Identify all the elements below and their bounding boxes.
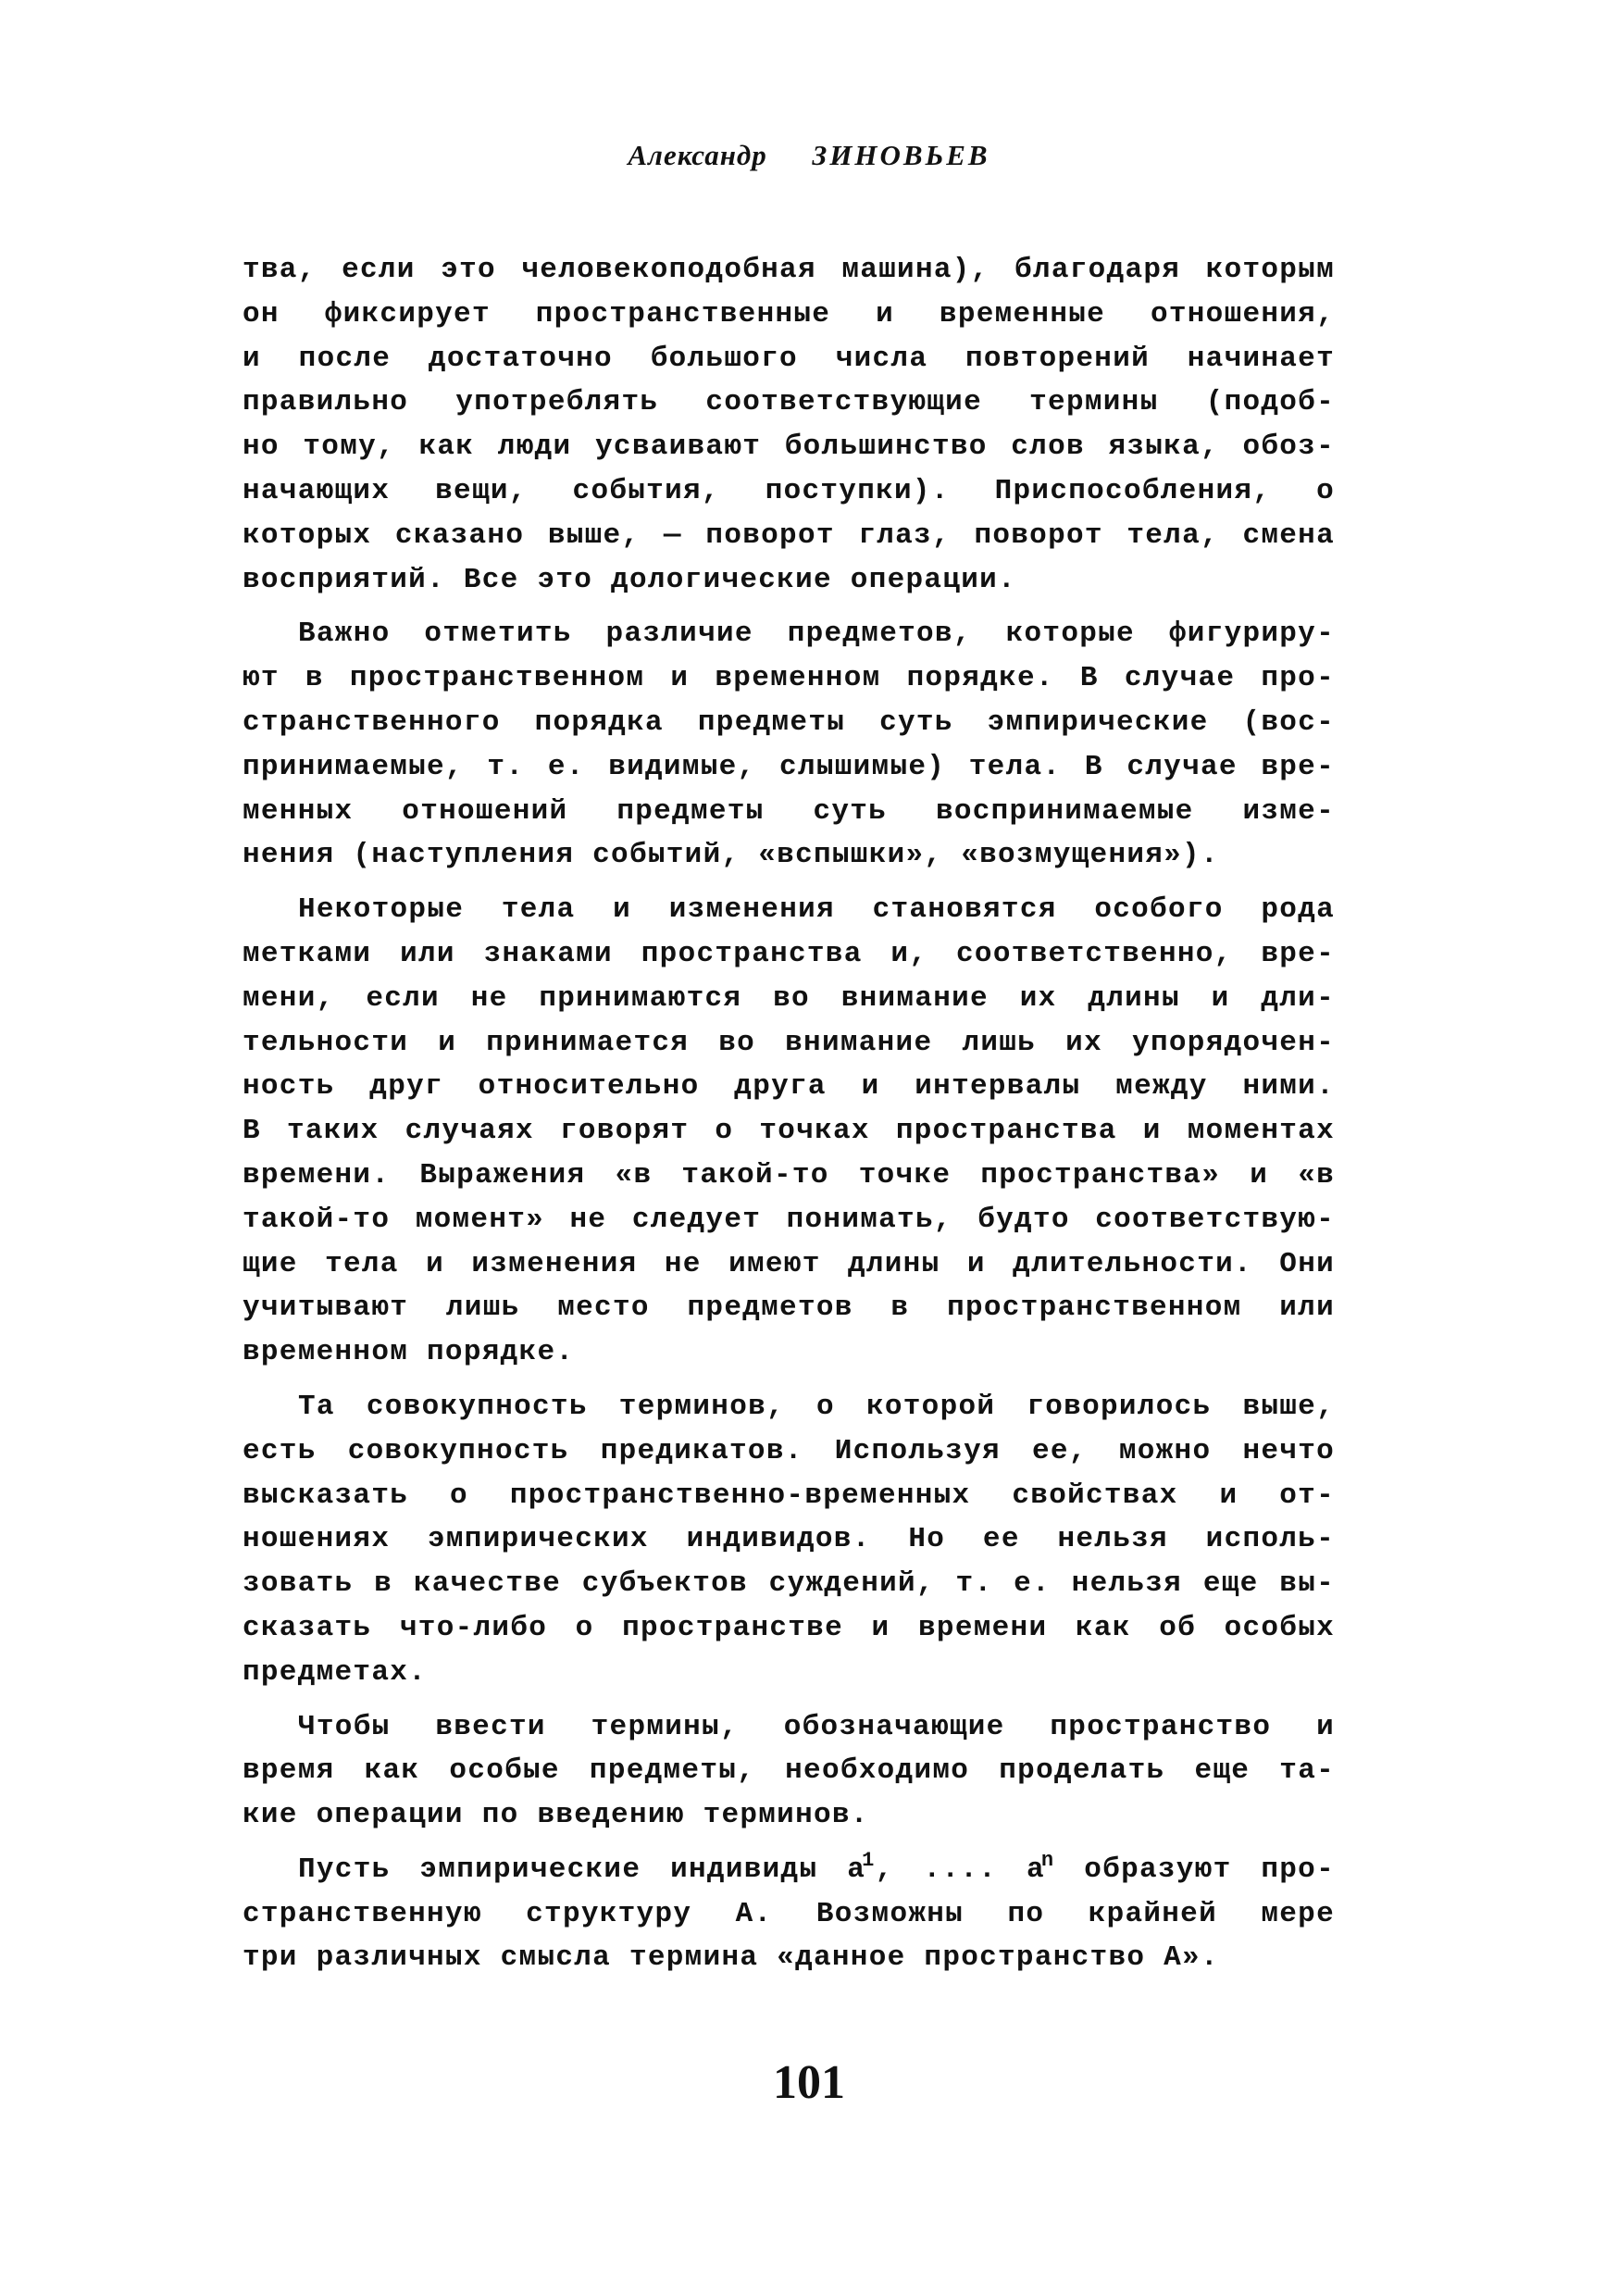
text-line: правильно употреблять соответствующие термины (подоб-	[243, 386, 1335, 419]
text-line: есть совокупность предикатов. Используя ее, можно нечто	[243, 1434, 1335, 1467]
text-line: восприятий. Все это дологические операции.	[243, 563, 1016, 596]
text-line: высказать о пространственно-временных свойствах и от-	[243, 1479, 1335, 1512]
author-first-name: Александр	[628, 139, 767, 171]
formula-text-middle: , ....	[875, 1853, 1027, 1886]
variable-a: a	[847, 1853, 866, 1886]
formula-text-after: образуют про-	[1054, 1853, 1335, 1886]
text-line: менных отношений предметы суть воспринимаемые изме-	[243, 794, 1335, 828]
text-line: кие операции по введению терминов.	[243, 1799, 869, 1832]
text-line-with-formula	[243, 1848, 1335, 1892]
text-line: тва, если это человекоподобная машина), благодаря которым	[243, 254, 1335, 286]
variable-a: a	[1026, 1853, 1045, 1886]
text-line: временном порядке.	[243, 1336, 575, 1369]
paragraph-4	[243, 1385, 1335, 1695]
text-line: предметах.	[243, 1655, 428, 1689]
running-head	[0, 139, 1618, 172]
formula-text-before: Пусть эмпирические индивиды	[298, 1853, 848, 1886]
text-line: щие тела и изменения не имеют длины и длительности. Они	[243, 1247, 1335, 1280]
text-line: Важно отметить различие предметов, которые фигуриру-	[298, 618, 1335, 651]
text-line: ют в пространственном и временном порядке. В случае про-	[243, 662, 1335, 695]
paragraph-6	[243, 1848, 1335, 1980]
text-line: нения (наступления событий, «вспышки», «возмущения»).	[243, 839, 1219, 872]
text-line: мени, если не принимаются во внимание их длины и дли-	[243, 981, 1335, 1015]
paragraph-1	[243, 248, 1335, 602]
text-line: В таких случаях говорят о точках пространства и моментах	[243, 1115, 1335, 1148]
paragraph-3	[243, 888, 1335, 1375]
text-line: такой-то момент» не следует понимать, будто соответствую-	[243, 1203, 1335, 1236]
text-line: Некоторые тела и изменения становятся особого рода	[298, 893, 1335, 927]
text-line: три различных смысла термина «данное пространство А».	[243, 1941, 1219, 1975]
text-line: которых сказано выше, — поворот глаз, поворот тела, смена	[243, 518, 1335, 552]
text-line: тельности и принимается во внимание лишь их упорядочен-	[243, 1026, 1335, 1059]
text-line: начающих вещи, события, поступки). Приспособления, о	[243, 474, 1335, 507]
text-line: но тому, как люди усваивают большинство слов языка, обоз-	[243, 430, 1335, 464]
text-line: ношениях эмпирических индивидов. Но ее нельзя исполь-	[243, 1523, 1335, 1556]
superscript-1: 1	[862, 1848, 876, 1872]
author-last-name: ЗИНОВЬЕВ	[812, 139, 990, 171]
text-line: Та совокупность терминов, о которой говорилось выше,	[298, 1390, 1335, 1423]
text-line: странственного порядка предметы суть эмпирические (вос-	[243, 705, 1335, 739]
text-line: метками или знаками пространства и, соответственно, вре-	[243, 937, 1335, 970]
superscript-n: n	[1040, 1848, 1055, 1872]
text-line: странственную структуру А. Возможны по крайней мере	[243, 1897, 1335, 1930]
text-line: времени. Выражения «в такой-то точке пространства» и «в	[243, 1158, 1335, 1192]
text-line: сказать что-либо о пространстве и времени как об особых	[243, 1611, 1335, 1644]
body-text	[243, 248, 1335, 1990]
text-line: время как особые предметы, необходимо проделать еще та-	[243, 1754, 1335, 1788]
page-number: 101	[773, 2056, 845, 2109]
text-line: принимаемые, т. е. видимые, слышимые) тела. В случае вре-	[243, 750, 1335, 783]
text-line: Чтобы ввести термины, обозначающие пространство и	[298, 1710, 1335, 1743]
paragraph-2	[243, 612, 1335, 878]
text-line: ность друг относительно друга и интервалы между ними.	[243, 1070, 1335, 1104]
text-line: и после достаточно большого числа повторений начинает	[243, 342, 1335, 375]
text-line: он фиксирует пространственные и временные отношения,	[243, 297, 1335, 331]
paragraph-5	[243, 1705, 1335, 1838]
text-line: учитывают лишь место предметов в пространственном или	[243, 1292, 1335, 1325]
text-line: зовать в качестве субъектов суждений, т. е. нельзя еще вы-	[243, 1567, 1335, 1601]
